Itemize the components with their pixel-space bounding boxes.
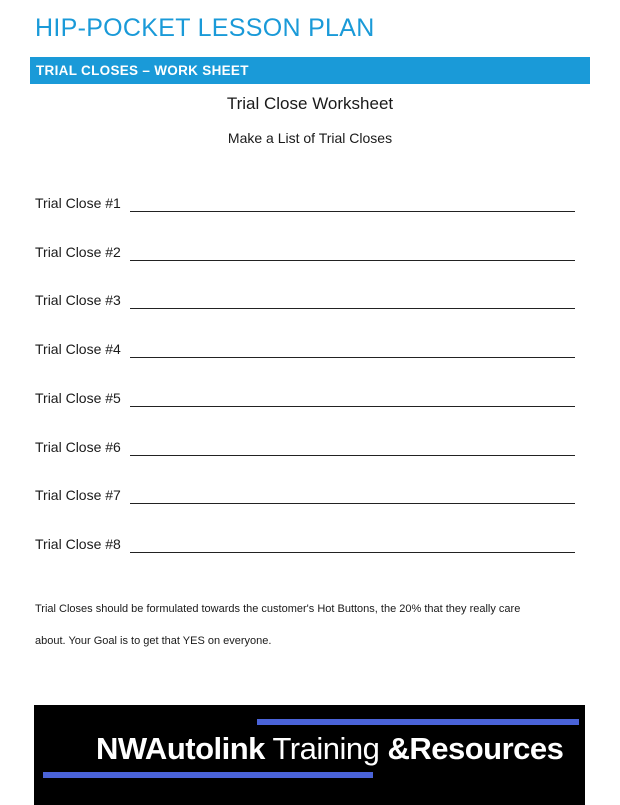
blank-answer-line[interactable] [130, 455, 575, 456]
trial-close-line-7[interactable] [35, 487, 575, 507]
trial-close-label: Trial Close #4 [35, 341, 121, 357]
blank-answer-line[interactable] [130, 552, 575, 553]
banner-brand-resources: &Resources [387, 731, 564, 766]
trial-close-label: Trial Close #5 [35, 390, 121, 406]
section-header-bar [30, 57, 590, 84]
trial-close-label: Trial Close #8 [35, 536, 121, 552]
worksheet-title: Trial Close Worksheet [226, 94, 394, 113]
banner-brand-name: NWAutolink [96, 731, 265, 766]
banner-stripe-bottom [43, 772, 373, 778]
section-header-label: TRIAL CLOSES – WORK SHEET [36, 63, 249, 78]
trial-close-label: Trial Close #7 [35, 487, 121, 503]
footer-logo-banner [34, 705, 585, 805]
blank-answer-line[interactable] [130, 260, 575, 261]
trial-close-label: Trial Close #6 [35, 439, 121, 455]
trial-close-label: Trial Close #3 [35, 292, 121, 308]
blank-answer-line[interactable] [130, 211, 575, 212]
trial-close-line-4[interactable] [35, 341, 575, 361]
trial-close-line-5[interactable] [35, 390, 575, 410]
trial-close-line-1[interactable] [35, 195, 575, 215]
trial-close-label: Trial Close #2 [35, 244, 121, 260]
trial-close-label: Trial Close #1 [35, 195, 121, 211]
trial-close-line-6[interactable] [35, 439, 575, 459]
note-text-line-1: Trial Closes should be formulated towards the customer's Hot Buttons, the 20% that they really care [35, 603, 521, 615]
banner-stripe-top [257, 719, 579, 725]
worksheet-subtitle: Make a List of Trial Closes [227, 130, 393, 146]
banner-logo-text [96, 731, 563, 767]
page-title: HIP-POCKET LESSON PLAN [35, 14, 375, 42]
trial-close-line-2[interactable] [35, 244, 575, 264]
blank-answer-line[interactable] [130, 357, 575, 358]
note-text-line-2: about. Your Goal is to get that YES on everyone. [35, 635, 272, 647]
blank-answer-line[interactable] [130, 308, 575, 309]
banner-brand-training: Training [264, 731, 388, 766]
trial-close-line-3[interactable] [35, 292, 575, 312]
blank-answer-line[interactable] [130, 406, 575, 407]
trial-close-line-8[interactable] [35, 536, 575, 556]
blank-answer-line[interactable] [130, 503, 575, 504]
